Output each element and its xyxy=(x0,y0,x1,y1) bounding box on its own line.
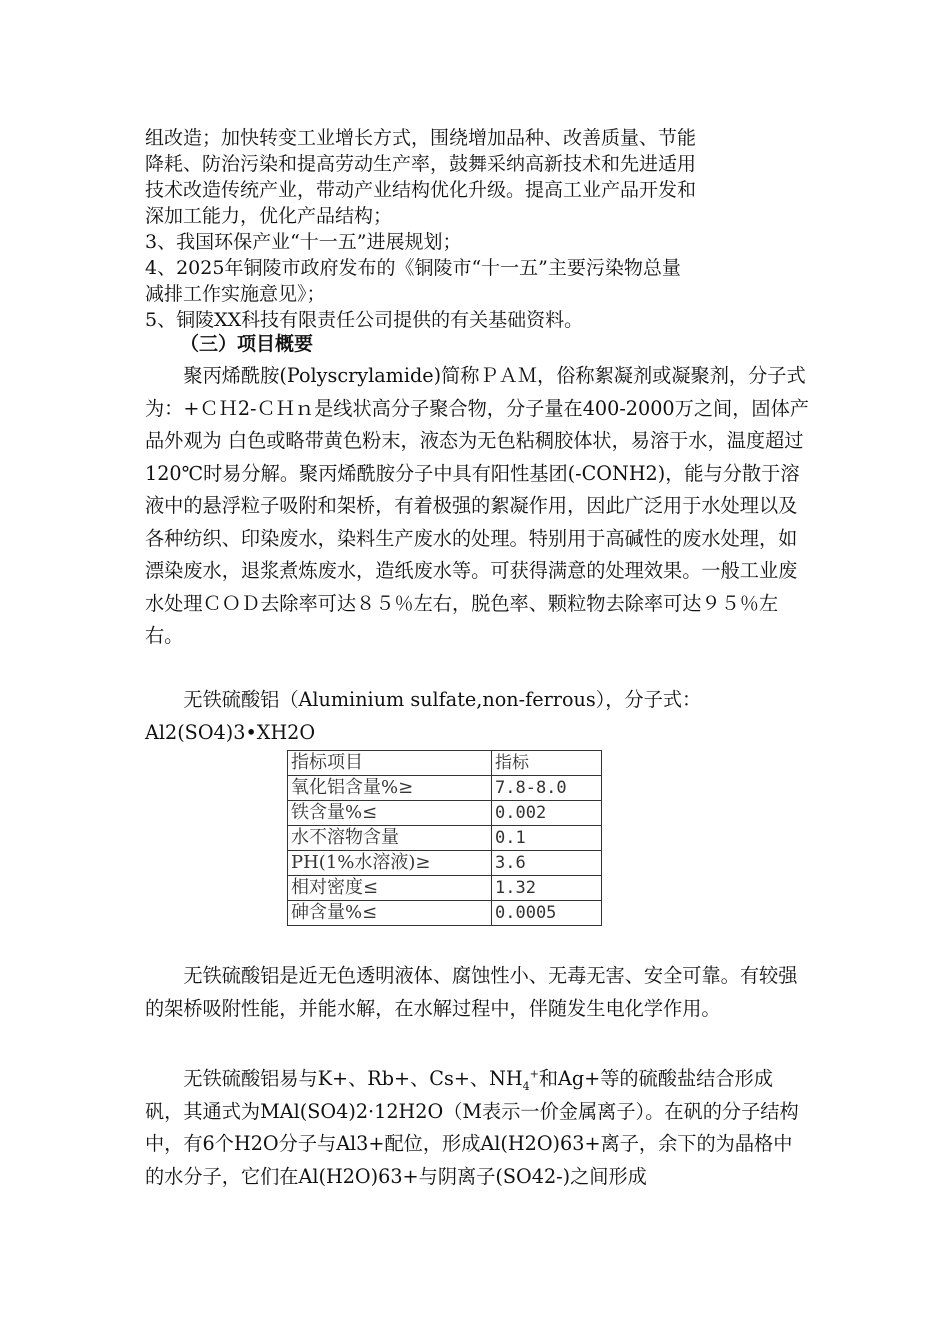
reference-item-4-cont: 减排工作实施意见》； xyxy=(145,283,326,305)
pam-paragraph: 聚丙烯酰胺(Polyscrylamide)简称ＰＡＭ，俗称絮凝剂或凝聚剂，分子式为：+ＣＨ2-ＣＨｎ是线状高分子聚合物，分子量在400-2000万之间，固体产品外观为 白色或略带黄色粉末，液态为无色粘稠胶体状，易溶于水，温度超过120℃时易分解。聚丙烯酰胺分子中具有阳性基团(-CONH2)，能与分散于溶液中的悬浮粒子吸附和架桥，有着极强的絮凝作用，因此广泛用于水处理以及各种纺织、印染废水，染料生产废水的处理。特别用于高碱性的废水处理，如漂染废水，退浆煮炼废水，造纸废水等。可获得满意的处理效果。一般工业废水处理ＣＯＤ去除率可达８５％左右，脱色率、颗粒物去除率可达９５％左右。 xyxy=(145,364,809,647)
table-row xyxy=(288,876,602,901)
intro-line: 组改造；加快转变工业增长方式，围绕增加品种、改善质量、节能 xyxy=(145,127,697,149)
table-header-cell: 指标 xyxy=(492,751,602,776)
table-header-cell: 指标项目 xyxy=(288,751,492,776)
table-cell: PH(1%水溶液)≥ xyxy=(288,851,492,876)
table-cell: 0.1 xyxy=(492,826,602,851)
table-cell: 铁含量%≤ xyxy=(288,801,492,826)
table-row xyxy=(288,826,602,851)
intro-line: 深加工能力，优化产品结构； xyxy=(145,205,393,227)
alum-alum-text-start: 无铁硫酸铝易与K+、Rb+、Cs+、NH xyxy=(183,1067,523,1090)
spec-table xyxy=(287,750,602,926)
reference-item-4: 4、2025年铜陵市政府发布的《铜陵市“十一五”主要污染物总量 xyxy=(145,257,681,279)
table-row xyxy=(288,851,602,876)
table-row xyxy=(288,901,602,926)
table-cell: 氧化铝含量%≥ xyxy=(288,776,492,801)
table-cell: 砷含量%≤ xyxy=(288,901,492,926)
reference-item-3: 3、我国环保产业“十一五”进展规划； xyxy=(145,231,462,253)
alum-alum-text-end: 和Ag+等的硫酸盐结合形成矾，其通式为MAl(SO4)2·12H2O（M表示一价金属离子）。在矾的分子结构中，有6个H2O分子与Al3+配位，形成Al(H2O)63+离子，余下的为晶格中的水分子，它们在Al(H2O)63+与阴离子(SO42-)之间形成 xyxy=(145,1067,799,1188)
table-cell: 0.002 xyxy=(492,801,602,826)
table-cell: 0.0005 xyxy=(492,901,602,926)
alum-alum-subscript: 4 xyxy=(522,1079,530,1093)
table-cell: 相对密度≤ xyxy=(288,876,492,901)
alum-properties-paragraph: 无铁硫酸铝是近无色透明液体、腐蚀性小、无毒无害、安全可靠。有较强的架桥吸附性能，并能水解，在水解过程中，伴随发生电化学作用。 xyxy=(145,964,798,1020)
table-row xyxy=(288,776,602,801)
table-header-row xyxy=(288,751,602,776)
intro-line: 技术改造传统产业，带动产业结构优化升级。提高工业产品开发和 xyxy=(145,179,697,201)
table-cell: 3.6 xyxy=(492,851,602,876)
alum-intro: 无铁硫酸铝（Aluminium sulfate,non-ferrous），分子式：Al2(SO4)3•XH2O xyxy=(145,688,702,744)
table-cell: 7.8-8.0 xyxy=(492,776,602,801)
alum-alum-superscript: + xyxy=(529,1067,539,1081)
table-cell: 1.32 xyxy=(492,876,602,901)
alum-alum-paragraph xyxy=(145,1063,810,1193)
intro-line: 降耗、防治污染和提高劳动生产率，鼓舞采纳高新技术和先进适用 xyxy=(145,153,697,175)
table-cell: 水不溶物含量 xyxy=(288,826,492,851)
section-heading: （三）项目概要 xyxy=(180,333,314,355)
reference-item-5: 5、铜陵XX科技有限责任公司提供的有关基础资料。 xyxy=(145,309,584,331)
table-row xyxy=(288,801,602,826)
